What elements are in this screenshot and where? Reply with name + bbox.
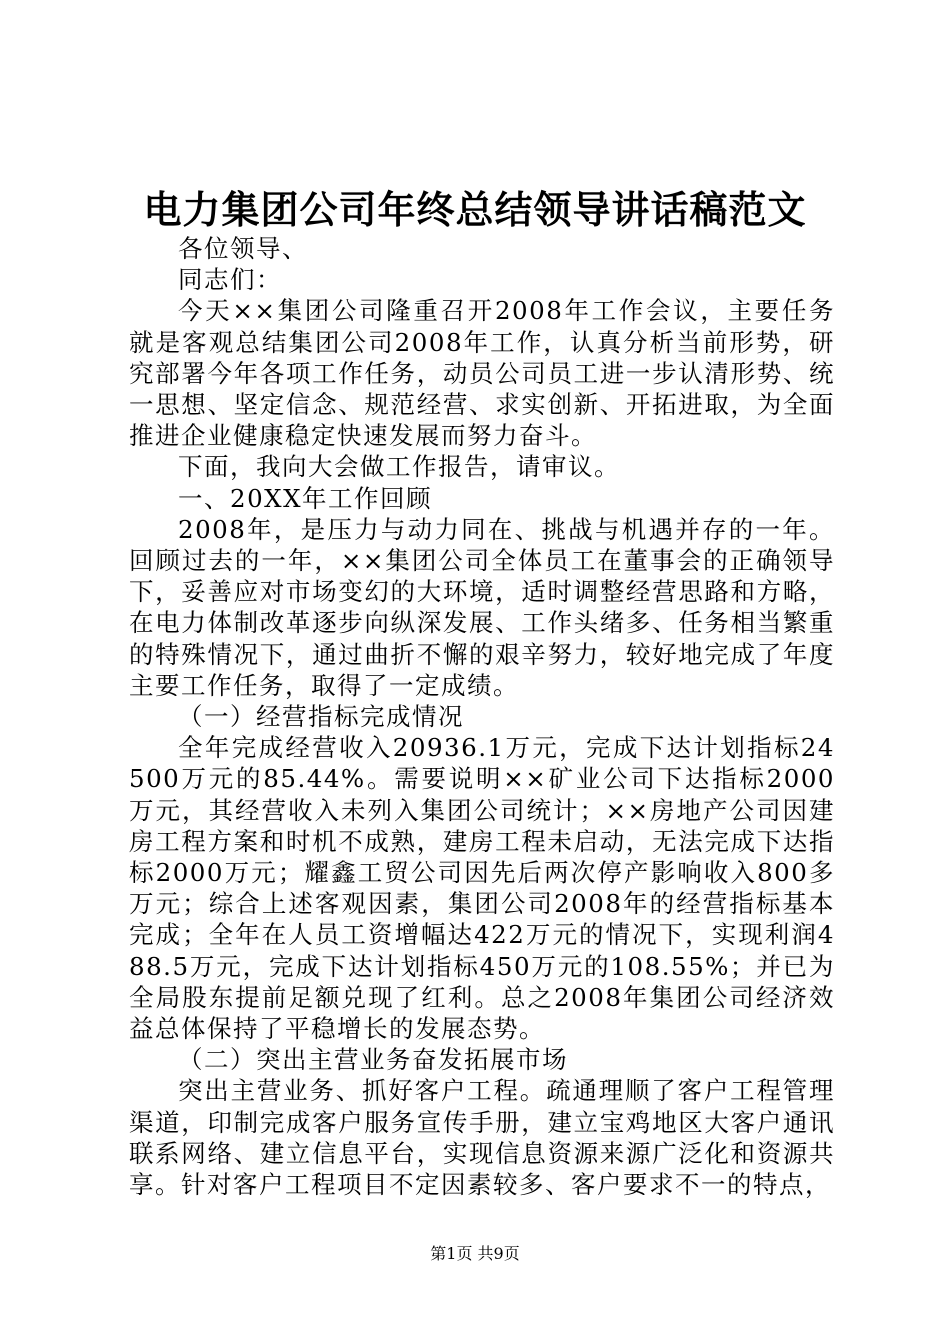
subheading-business-indicators: （一）经营指标完成情况 (178, 702, 464, 732)
paragraph-opening: 今天××集团公司隆重召开2008年工作会议，主要任务就是客观总结集团公司2008年工作，认真分析当前形势，研究部署今年各项工作任务，动员公司员工进一步认清形势、统一思想、坚定信念、规范经营、求实创新、开拓进取，为全面推进企业健康稳定快速发展而努力奋斗。 (129, 296, 835, 451)
paragraph-review: 2008年，是压力与动力同在、挑战与机遇并存的一年。回顾过去的一年，××集团公司全体员工在董事会的正确领导下，妥善应对市场变幻的大环境，适时调整经营思路和方略，在电力体制改革逐步向纵深发展、工作头绪多、任务相当繁重的特殊情况下，通过曲折不懈的艰辛努力，较好地完成了年度主要工作任务，取得了一定成绩。 (129, 514, 835, 700)
paragraph-report-intro: 下面，我向大会做工作报告，请审议。 (178, 452, 620, 482)
page-number-footer: 第1页 共9页 (430, 1244, 520, 1263)
salutation-leaders: 各位领导、 (178, 234, 308, 263)
paragraph-business-indicators: 全年完成经营收入20936.1万元，完成下达计划指标24500万元的85.44%。需要说明××矿业公司下达指标2000万元，其经营收入未列入集团公司统计；××房地产公司因建房工程方案和时机不成熟，建房工程未启动，无法完成下达指标2000万元；耀鑫工贸公司因先后两次停产影响收入800多万元；综合上述客观因素，集团公司2008年的经营指标基本完成；全年在人员工资增幅达422万元的情况下，实现利润488.5万元，完成下达计划指标450万元的108.55%；并已为全局股东提前足额兑现了红利。总之2008年集团公司经济效益总体保持了平稳增长的发展态势。 (129, 733, 835, 1044)
document-title: 电力集团公司年终总结领导讲话稿范文 (143, 187, 807, 232)
paragraph-main-business: 突出主营业务、抓好客户工程。疏通理顺了客户工程管理渠道，印制完成客户服务宣传手册，建立宝鸡地区大客户通讯联系网络、建立信息平台，实现信息资源来源广泛化和资源共享。针对客户工程项目不定因素较多、客户要求不一的特点， (129, 1076, 835, 1200)
subheading-main-business: （二）突出主营业务奋发拓展市场 (178, 1045, 568, 1075)
section-heading-review: 一、20XX年工作回顾 (178, 483, 433, 513)
document-body (129, 233, 835, 1200)
salutation-comrades: 同志们： (178, 265, 282, 295)
